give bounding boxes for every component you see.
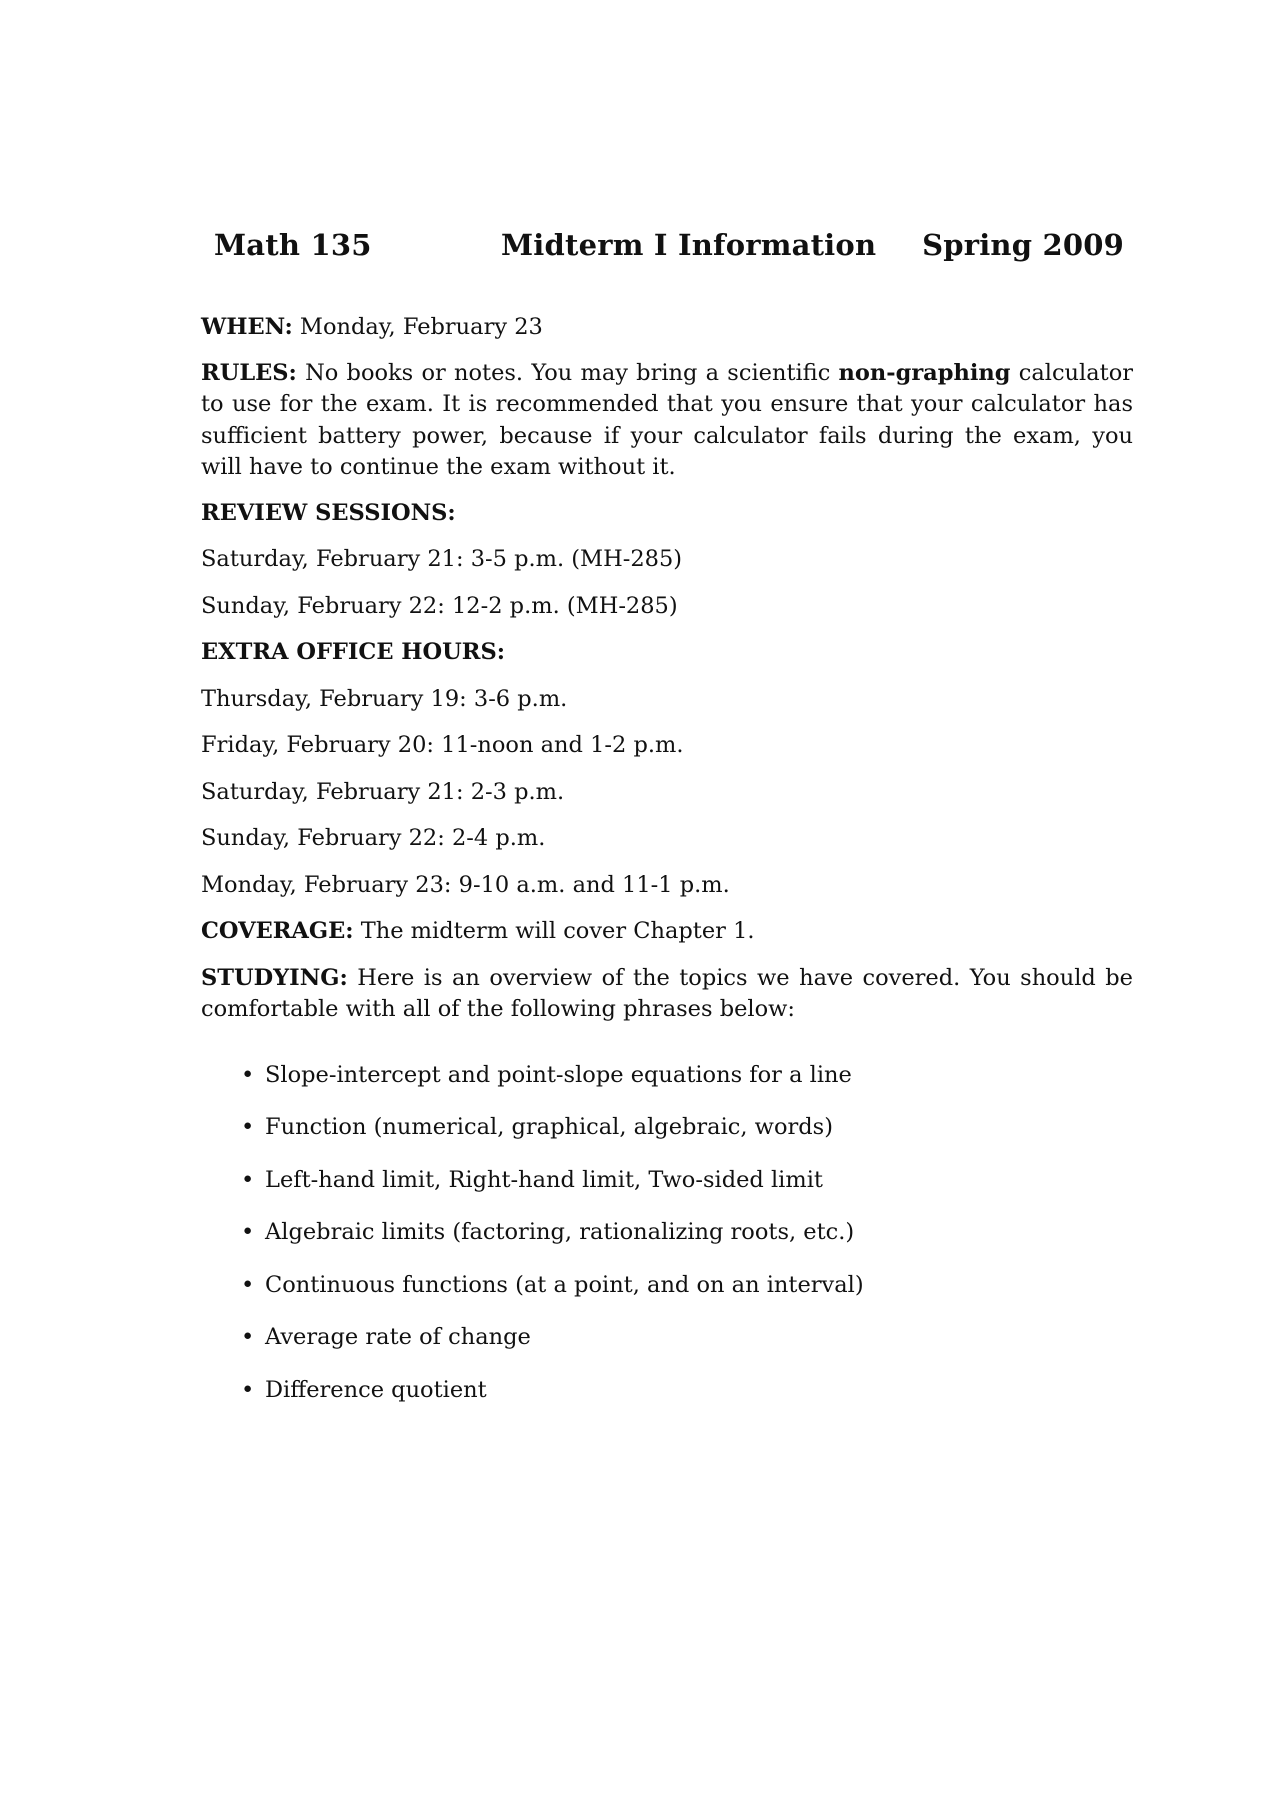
coverage-text: The midterm will cover Chapter 1. [360, 918, 755, 944]
rules-label: RULES: [201, 359, 297, 386]
office-hours-heading: EXTRA OFFICE HOURS: [201, 639, 506, 665]
coverage-label: COVERAGE: [201, 918, 354, 944]
bullet-icon: • [241, 1324, 255, 1350]
topic-text: Left-hand limit, Right-hand limit, Two-sided limit [265, 1166, 823, 1193]
rules-section [201, 358, 1133, 484]
when-text: Monday, February 23 [299, 314, 543, 340]
office-hours-item: Saturday, February 21: 2-3 p.m. [201, 778, 565, 805]
office-hours-item: Friday, February 20: 11-noon and 1-2 p.m. [201, 732, 684, 758]
rules-text-after: calculator to use for the exam. It is recommended that you ensure that your calculator has sufficient battery power, because if your calculator fails during the exam, you will have to continue the exam without it. [201, 359, 1133, 480]
topic-text: Function (numerical, graphical, algebraic, words) [265, 1114, 833, 1140]
when-section [201, 312, 1133, 344]
when-label: WHEN: [201, 314, 293, 340]
bullet-icon: • [241, 1376, 255, 1403]
review-session-item: Saturday, February 21: 3-5 p.m. (MH-285) [201, 546, 683, 572]
office-hours-item: Monday, February 23: 9-10 a.m. and 11-1 p.m. [201, 871, 730, 898]
topic-text: Difference quotient [265, 1376, 487, 1403]
topic-text: Continuous functions (at a point, and on an interval) [265, 1271, 864, 1298]
topic-item [241, 1375, 1133, 1407]
topic-item [241, 1165, 1133, 1197]
topic-item [241, 1322, 1133, 1354]
bullet-icon: • [241, 1166, 255, 1193]
document-title: Midterm I Information [501, 228, 877, 262]
rules-emphasis: non-graphing [838, 359, 1011, 386]
studying-section [201, 963, 1133, 1026]
studying-label: STUDYING: [201, 964, 348, 991]
review-sessions-heading: REVIEW SESSIONS: [201, 499, 456, 526]
topic-text: Average rate of change [265, 1324, 531, 1350]
course-name: Math 135 [214, 228, 372, 262]
document-header [214, 228, 1124, 272]
topic-item [241, 1112, 1133, 1144]
bullet-icon: • [241, 1061, 255, 1088]
term-label: Spring 2009 [922, 228, 1124, 262]
document-body [201, 312, 1133, 1427]
rules-text-before: No books or notes. You may bring a scientific [305, 359, 831, 386]
office-hours-item: Thursday, February 19: 3-6 p.m. [201, 685, 568, 712]
coverage-section [201, 916, 1133, 948]
studying-text: Here is an overview of the topics we have covered. You should be comfortable with all of the following phrases below: [201, 964, 1133, 1022]
topic-item [241, 1270, 1133, 1302]
topics-list [201, 1060, 1133, 1407]
bullet-icon: • [241, 1114, 255, 1140]
bullet-icon: • [241, 1271, 255, 1298]
bullet-icon: • [241, 1219, 255, 1245]
topic-item [241, 1060, 1133, 1092]
review-session-item: Sunday, February 22: 12-2 p.m. (MH-285) [201, 592, 678, 619]
topic-text: Slope-intercept and point-slope equations for a line [265, 1061, 852, 1088]
office-hours-item: Sunday, February 22: 2-4 p.m. [201, 825, 546, 851]
topic-item [241, 1217, 1133, 1249]
topic-text: Algebraic limits (factoring, rationalizing roots, etc.) [265, 1219, 855, 1245]
